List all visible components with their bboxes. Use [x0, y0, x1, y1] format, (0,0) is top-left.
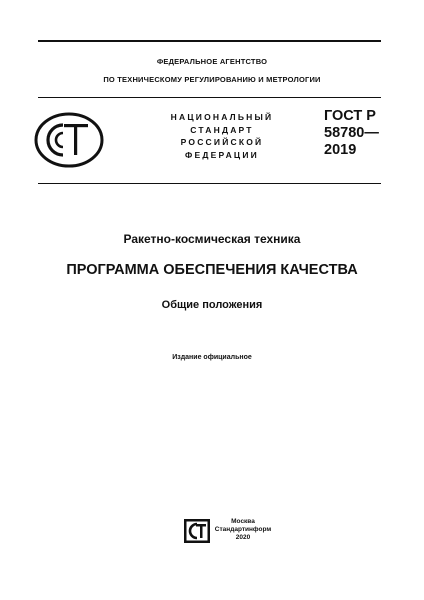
document-title: ПРОГРАММА ОБЕСПЕЧЕНИЯ КАЧЕСТВА — [66, 262, 358, 278]
national-line-4: ФЕДЕРАЦИИ — [185, 149, 259, 160]
national-standard-label — [152, 111, 292, 161]
gost-designation — [324, 108, 404, 159]
agency-line-1: ФЕДЕРАЛЬНОЕ АГЕНТСТВО — [156, 57, 268, 66]
publisher-info — [213, 518, 273, 543]
publisher-year: 2020 — [235, 534, 251, 542]
top-rule — [38, 40, 381, 42]
national-line-3: РОССИЙСКОЙ — [180, 137, 264, 147]
gost-line-1: ГОСТ Р — [324, 108, 376, 124]
document-subtitle: Общие положения — [161, 299, 263, 311]
agency-line-2: ПО ТЕХНИЧЕСКОМУ РЕГУЛИРОВАНИЮ И МЕТРОЛОГИИ — [103, 75, 321, 84]
publisher-city: Москва — [231, 518, 255, 525]
gost-r-certification-mark-icon — [33, 110, 105, 170]
document-field: Ракетно-космическая техника — [123, 232, 301, 246]
gost-line-2: 58780— — [324, 125, 379, 141]
national-line-1: НАЦИОНАЛЬНЫЙ — [170, 112, 274, 122]
national-line-2: СТАНДАРТ — [190, 124, 254, 135]
upper-rule — [38, 97, 381, 98]
edition-label: Издание официальное — [172, 354, 252, 361]
publisher-name: Стандартинформ — [214, 526, 272, 534]
lower-rule — [38, 183, 381, 184]
gost-line-3: 2019 — [324, 142, 357, 158]
standartinform-logo-icon — [184, 519, 210, 543]
